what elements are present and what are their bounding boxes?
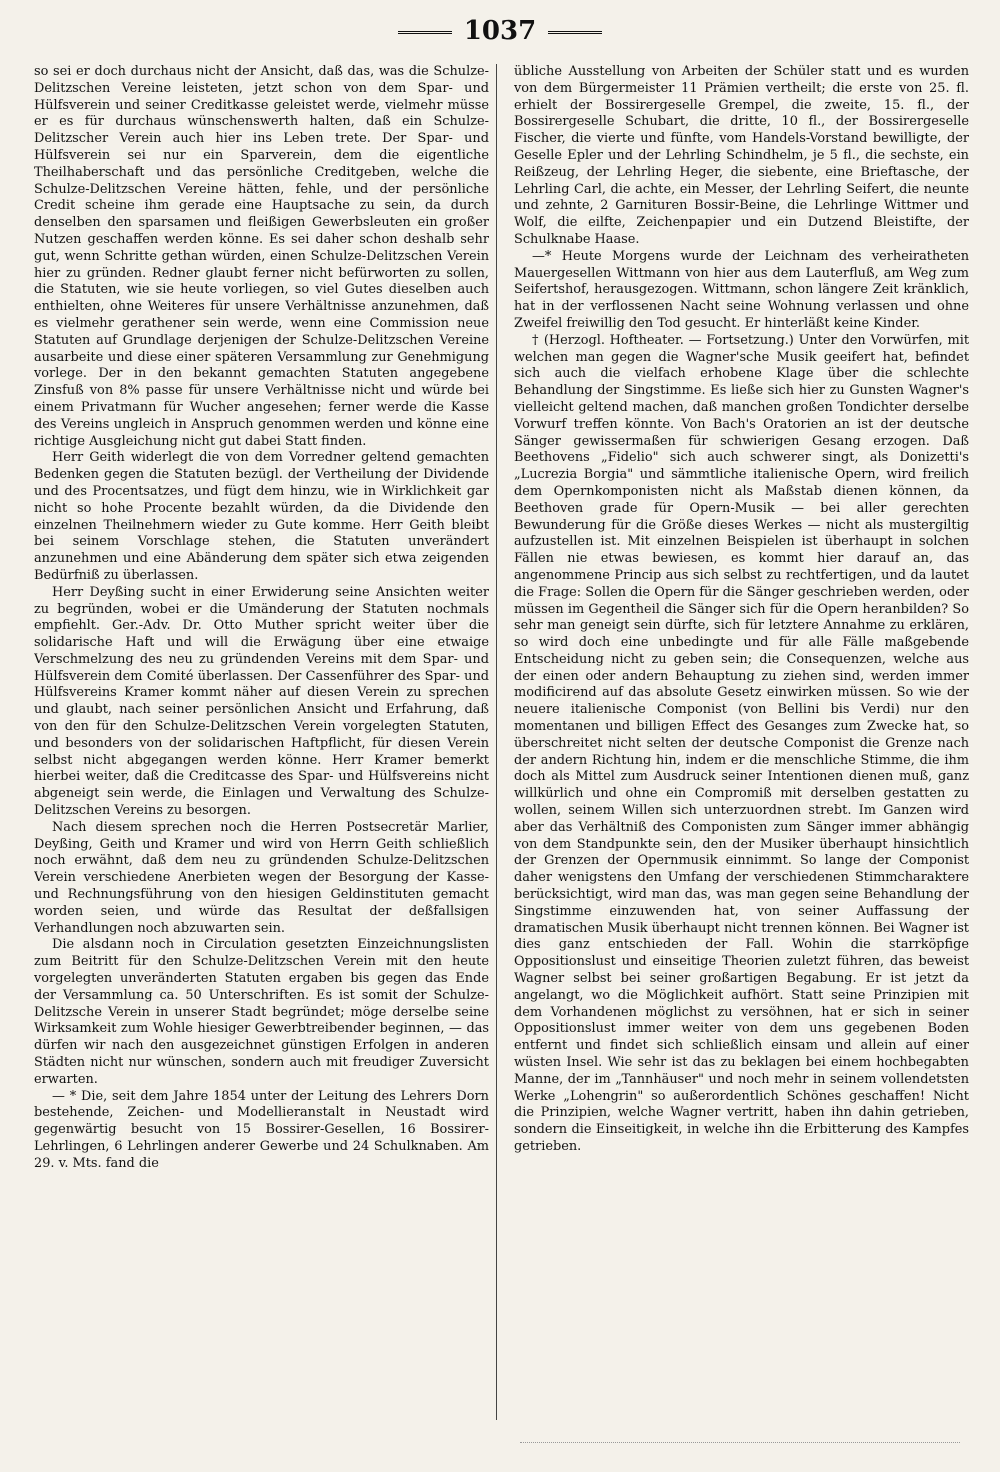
left-paragraph-6: — * Die, seit dem Jahre 1854 unter der Leitung des Lehrers Dorn bestehende, Zeichen- und Modellieranstalt in Neustadt wird gegenwärtig besucht von 15 Bossirer-Gesellen, 16 Bossirer-Lehrlingen, 6 Lehrlingen anderer Gewerbe und 24 Schulknaben. Am 29. v. Mts. fand die xyxy=(34,1088,489,1171)
left-paragraph-1: so sei er doch durchaus nicht der Ansicht, daß das, was die Schulze-Delitzschen Vereine leisteten, jetzt schon von dem Spar- und Hülfsverein und seiner Creditkasse geleistet werde, vielmehr müsse er es für durchaus wünschenswerth halten, daß ein Schulze-Delitzscher Verein auch hier ins Leben trete. Der Spar- und Hülfsverein sei nur ein Sparverein, dem die eigentliche Theilhaberschaft und das persönliche Creditgeben, welche die Schulze-Delitzschen Vereine hätten, fehle, und der persönliche Credit scheine ihm gerade eine Hauptsache zu sein, da durch denselben den sparsamen und fleißigen Gewerbsleuten ein großer Nutzen geschaffen werden könne. Es sei daher schon deshalb sehr gut, wenn Schritte gethan würden, einen Schulze-Delitzschen Verein hier zu gründen. Redner glaubt ferner nicht befürworten zu sollen, die Statuten, wie sie heute vorliegen, so viel Gutes dieselben auch enthielten, ohne Weiteres für unsere Verhältnisse anzunehmen, daß es vielmehr gerathener sein werde, wenn eine Commission neue Statuten auf Grundlage derjenigen der Schulze-Delitzschen Vereine ausarbeite und diese einer späteren Versammlung zur Genehmigung vorlege. Der in den bekannt gemachten Statuten angegebene Zinsfuß von 8% passe für unsere Verhältnisse nicht und würde bei einem Privatmann für Wucher angesehen; ferner werde die Kasse des Vereins ungleich in Anspruch genommen werden und könne eine richtige Ausgleichung nicht gut dabei Statt finden. xyxy=(34,64,489,449)
header-rule-left xyxy=(398,31,452,34)
page-header xyxy=(0,14,1000,48)
left-paragraph-5: Die alsdann noch in Circulation gesetzten Einzeichnungslisten zum Beitritt für den Schulze-Delitzschen Verein mit den heute vorgelegten unveränderten Statuten ergaben bis gegen das Ende der Versammlung ca. 50 Unterschriften. Es ist somit der Schulze-Delitzsche Verein in unserer Stadt begründet; möge derselbe seine Wirksamkeit zum Wohle hiesiger Gewerbtreibender beginnen, — das dürfen wir nach den ausgezeichnet günstigen Erfolgen in anderen Städten nicht nur wünschen, sondern auch mit freudiger Zuversicht erwarten. xyxy=(34,937,489,1087)
right-column xyxy=(514,64,969,1432)
column-divider xyxy=(496,64,497,1420)
left-paragraph-4: Nach diesem sprechen noch die Herren Postsecretär Marlier, Deyßing, Geith und Kramer und wird von Herrn Geith schließlich noch erwähnt, daß dem neu zu gründenden Schulze-Delitzschen Verein verschiedene Anerbieten wegen der Besorgung der Kasse- und Rechnungsführung von den hiesigen Geldinstituten gemacht worden seien, und würde das Resultat der deßfallsigen Verhandlungen noch abzuwarten sein. xyxy=(34,819,489,936)
right-paragraph-3: † (Herzogl. Hoftheater. — Fortsetzung.) Unter den Vorwürfen, mit welchen man gegen die Wagner'sche Musik geeifert hat, befindet sich auch die vielfach erhobene Klage über die schlechte Behandlung der Singstimme. Es ließe sich hier zu Gunsten Wagner's vielleicht geltend machen, daß manchen großen Tondichter derselbe Vorwurf treffen könnte. Von Bach's Oratorien an ist der deutsche Sänger gewissermaßen für schwierigen Gesang erzogen. Daß Beethovens „Fidelio" sich auch schwerer singt, als Donizetti's „Lucrezia Borgia" und sämmtliche italienische Opern, wird freilich dem Opernkomponisten nicht als Maßstab dienen können, da Beethoven grade für Opern-Musik — bei aller gerechten Bewunderung für die Größe dieses Werkes — nicht als mustergiltig aufzustellen ist. Mit einzelnen Beispielen ist überhaupt in solchen Fällen nie etwas bewiesen, es kommt hier darauf an, das angenommene Princip aus sich selbst zu rechtfertigen, und da lautet die Frage: Sollen die Opern für die Sänger geschrieben werden, oder müssen im Gegentheil die Sänger sich für die Opern heranbilden? So sehr man geneigt sein dürfte, sich für letztere Annahme zu erklären, so wird doch eine unbedingte und für alle Fälle maßgebende Entscheidung nicht zu geben sein; die Consequenzen, welche aus der einen oder andern Behauptung zu ziehen sind, werden immer modificirend auf das absolute Gesetz einwirken müssen. So wie der neuere italienische Componist (von Bellini bis Verdi) nur den momentanen und billigen Effect des Gesanges zum Zwecke hat, so überschreitet nicht selten der deutsche Componist die Grenze nach der andern Richtung hin, indem er die menschliche Stimme, die ihm doch als Mittel zum Ausdruck seiner Intentionen dienen muß, ganz willkürlich und ohne ein Compromiß mit derselben gestatten zu wollen, seinem Willen sich unterzuordnen strebt. Im Ganzen wird aber das Verhältniß des Componisten zum Sänger immer abhängig von dem Standpunkte sein, den der Musiker überhaupt hinsichtlich der Grenzen der Opernmusik einnimmt. So lange der Componist daher wenigstens den Umfang der verschiedenen Stimmcharaktere berücksichtigt, wird man das, was man gegen seine Behandlung der Singstimme einzuwenden hat, von seiner Auffassung der dramatischen Musik überhaupt nicht trennen können. Bei Wagner ist dies ganz entschieden der Fall. Wohin die starrköpfige Oppositionslust und einseitige Theorien zuletzt führen, das beweist Wagner selbst bei seiner großartigen Begabung. Er ist jetzt da angelangt, wo die Möglichkeit aufhört. Statt seine Prinzipien mit dem Vorhandenen möglichst zu versöhnen, hat er sich in seiner Oppositionslust immer weiter von dem uns gegebenen Boden entfernt und findet sich schließlich einsam und allein auf einer wüsten Insel. Wie sehr ist das zu beklagen bei einem hochbegabten Manne, der im „Tannhäuser" und noch mehr in seinem vollendetsten Werke „Lohengrin" so außerordentlich Schönes geschaffen! Nicht die Prinzipien, welche Wagner vertritt, haben ihn dahin getrieben, sondern die Einseitigkeit, in welche ihn die Erbitterung des Kampfes getrieben. xyxy=(514,332,969,1154)
left-column xyxy=(34,64,489,1432)
left-paragraph-3: Herr Deyßing sucht in einer Erwiderung seine Ansichten weiter zu begründen, wobei er die Umänderung der Statuten nochmals empfiehlt. Ger.-Adv. Dr. Otto Muther spricht weiter über die solidarische Haft und will die Erwägung über eine etwaige Verschmelzung des neu zu gründenden Vereins mit dem Spar- und Hülfsverein dem Comité überlassen. Der Cassenführer des Spar- und Hülfsvereins Kramer kommt näher auf diesen Verein zu sprechen und glaubt, nach seiner persönlichen Ansicht und Erfahrung, daß von den für den Schulze-Delitzschen Verein vorgelegten Statuten, und besonders von der solidarischen Haftpflicht, für diesen Verein selbst nicht abgegangen werden könne. Herr Kramer bemerkt hierbei weiter, daß die Creditcasse des Spar- und Hülfsvereins nicht abgeneigt sein werde, die Einlagen und Verwaltung des Schulze-Delitzschen Vereins zu besorgen. xyxy=(34,584,489,819)
right-paragraph-2: —* Heute Morgens wurde der Leichnam des verheiratheten Mauergesellen Wittmann von hier aus dem Lauterfluß, am Weg zum Seifertshof, herausgezogen. Wittmann, schon längere Zeit kränklich, hat in der verflossenen Nacht seine Wohnung verlassen und ohne Zweifel freiwillig den Tod gesucht. Er hinterläßt keine Kinder. xyxy=(514,248,969,331)
header-rule-right xyxy=(548,31,602,34)
page-number: 1037 xyxy=(463,16,537,46)
right-paragraph-1: übliche Ausstellung von Arbeiten der Schüler statt und es wurden von dem Bürgermeister 11 Prämien vertheilt; die erste von 25. fl. erhielt der Bossirergeselle Grempel, die zweite, 15. fl., der Bossirergeselle Schubart, die dritte, 10 fl., der Bossirergeselle Fischer, die vierte und fünfte, vom Handels-Vorstand bewilligte, der Geselle Epler und der Lehrling Schindhelm, je 5 fl., die sechste, ein Reißzeug, der Lehrling Heger, die siebente, eine Brieftasche, der Lehrling Carl, die achte, ein Messer, der Lehrling Seifert, die neunte und zehnte, 2 Garnituren Bossir-Beine, die Lehrlinge Wittmer und Wolf, die eilfte, Zeichenpapier und ein Dutzend Bleistifte, der Schulknabe Haase. xyxy=(514,64,969,247)
bleed-through-line xyxy=(520,1442,960,1455)
left-paragraph-2: Herr Geith widerlegt die von dem Vorredner geltend gemachten Bedenken gegen die Statuten bezügl. der Vertheilung der Dividende und des Procentsatzes, und fügt dem hinzu, wie in Wirklichkeit gar nicht so hohe Procente bezahlt würden, da die Dividende den einzelnen Theilnehmern wieder zu Gute komme. Herr Geith bleibt bei seinem Vorschlage stehen, die Statuten unverändert anzunehmen und eine Abänderung dem später sich etwa zeigenden Bedürfniß zu überlassen. xyxy=(34,450,489,583)
